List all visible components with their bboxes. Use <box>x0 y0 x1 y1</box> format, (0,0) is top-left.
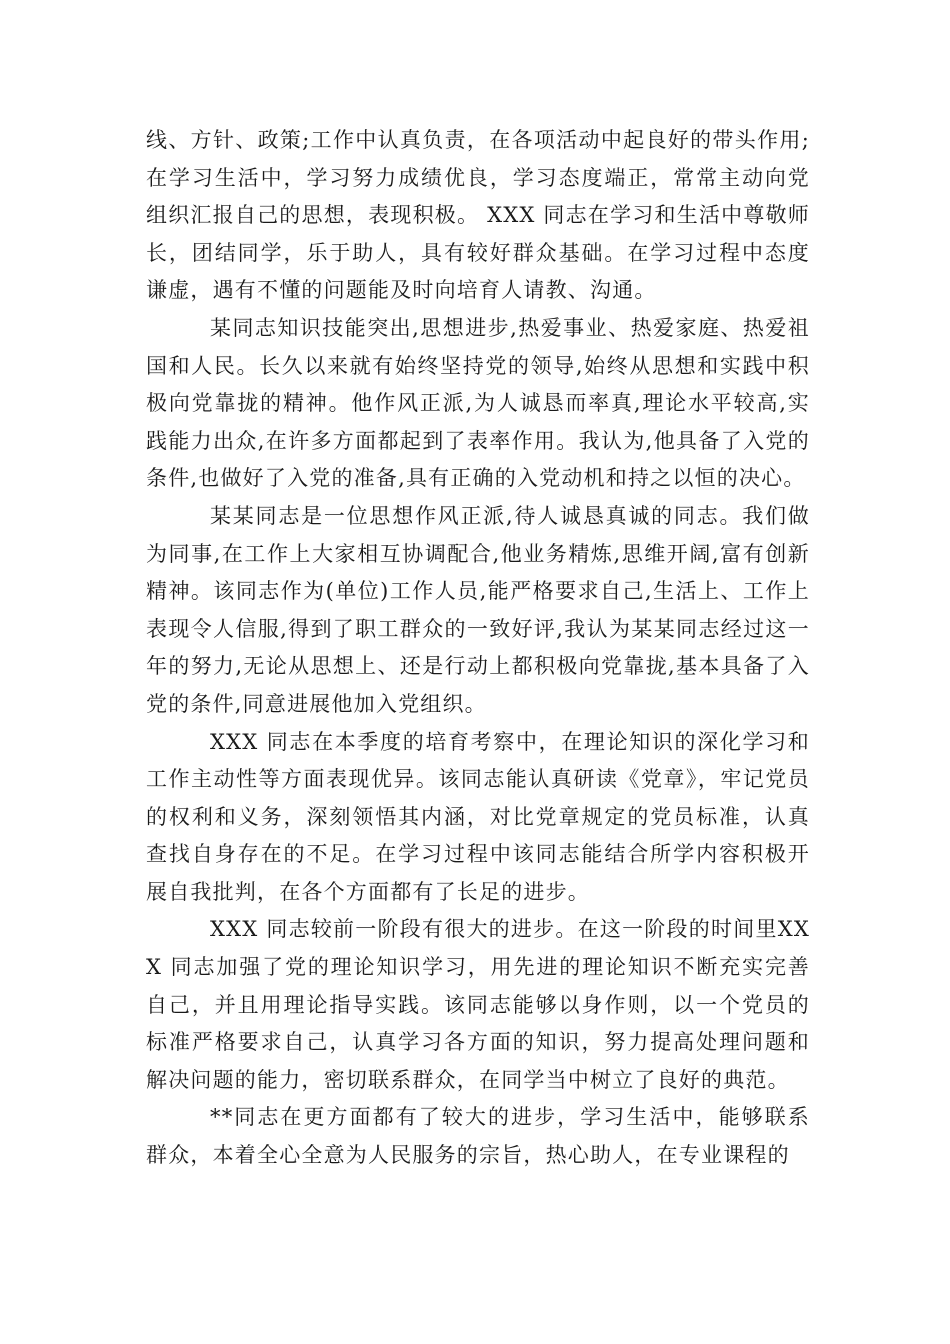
paragraph-evaluation-3: XXX 同志在本季度的培育考察中，在理论知识的深化学习和工作主动性等方面表现优异。该同志能认真研读《党章》，牢记党员的权利和义务，深刻领悟其内涵，对比党章规定的党员标准，认真查找自身存在的不足。在学习过程中该同志能结合所学内容积极开展自我批判，在各个方面都有了长足的进步。 <box>146 729 810 904</box>
document-body <box>146 122 810 1175</box>
paragraph-evaluation-5: **同志在更方面都有了较大的进步，学习生活中，能够联系群众，本着全心全意为人民服务的宗旨，热心助人，在专业课程的 <box>146 1105 810 1168</box>
paragraph-evaluation-1: 某同志知识技能突出,思想进步,热爱事业、热爱家庭、热爱祖国和人民。长久以来就有始终坚持党的领导,始终从思想和实践中积极向党靠拢的精神。他作风正派,为人诚恳而率真,理论水平较高,实践能力出众,在许多方面都起到了表率作用。我认为,他具备了入党的条件,也做好了入党的准备,具有正确的入党动机和持之以恒的决心。 <box>146 315 810 491</box>
paragraph-continuation: 线、方针、政策;工作中认真负责，在各项活动中起良好的带头作用;在学习生活中，学习努力成绩优良，学习态度端正，常常主动向党组织汇报自己的思想，表现积极。 XXX 同志在学习和生活中尊敬师长，团结同学，乐于助人，具有较好群众基础。在学习过程中态度谦虚，遇有不懂的问题能及时向培育人请教、沟通。 <box>146 128 810 303</box>
paragraph-evaluation-2: 某某同志是一位思想作风正派,待人诚恳真诚的同志。我们做为同事,在工作上大家相互协调配合,他业务精炼,思维开阔,富有创新精神。该同志作为(单位)工作人员,能严格要求自己,生活上、工作上表现令人信服,得到了职工群众的一致好评,我认为某某同志经过这一年的努力,无论从思想上、还是行动上都积极向党靠拢,基本具备了入党的条件,同意进展他加入党组织。 <box>146 503 810 716</box>
paragraph-evaluation-4: XXX 同志较前一阶段有很大的进步。在这一阶段的时间里XXX 同志加强了党的理论知识学习，用先进的理论知识不断充实完善自己，并且用理论指导实践。该同志能够以身作则，以一个党员的标准严格要求自己，认真学习各方面的知识，努力提高处理问题和解决问题的能力，密切联系群众，在同学当中树立了良好的典范。 <box>146 917 810 1092</box>
